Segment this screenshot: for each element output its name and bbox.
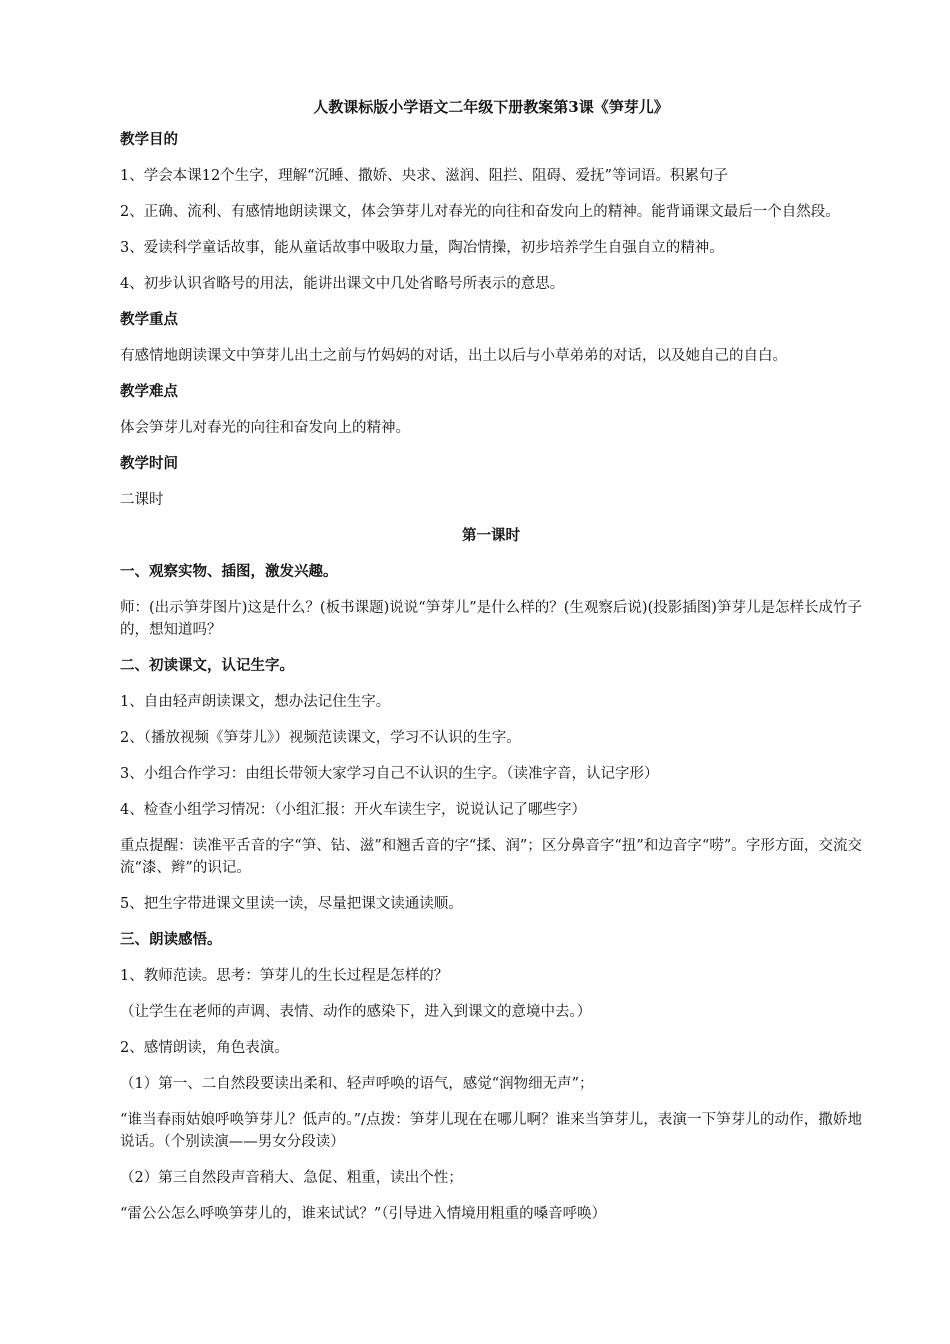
- section-heading-objectives: 教学目的: [120, 131, 178, 148]
- paragraph: 2、（播放视频《笋芽儿》）视频范读课文，学习不认识的生字。: [120, 730, 521, 746]
- paragraph: 4、初步认识省略号的用法，能讲出课文中几处省略号所表示的意思。: [120, 276, 565, 292]
- paragraph: 2、正确、流利、有感情地朗读课文，体会笋芽儿对春光的向往和奋发向上的精神。能背诵课文最后一个自然段。: [120, 204, 840, 220]
- paragraph: “谁当春雨姑娘呼唤笋芽儿？低声的。”/点拨：笋芽儿现在在哪儿啊？谁来当笋芽儿，表演一下笋芽儿的动作，撒娇地说话。（个别读演——男女分段读）: [120, 1112, 862, 1150]
- paragraph: 1、自由轻声朗读课文，想办法记住生字。: [120, 694, 391, 710]
- paragraph: （让学生在老师的声调、表情、动作的感染下，进入到课文的意境中去。）: [120, 1004, 592, 1020]
- lesson-heading: 第一课时: [462, 527, 520, 544]
- section-heading-difficulties: 教学难点: [120, 383, 178, 400]
- section-heading-time: 教学时间: [120, 455, 178, 472]
- paragraph: 有感情地朗读课文中笋芽儿出土之前与竹妈妈的对话，出土以后与小草弟弟的对话，以及她自己的自白。: [120, 348, 787, 364]
- paragraph: 1、教师范读。思考：笋芽儿的生长过程是怎样的？: [120, 968, 449, 984]
- section-heading-key-points: 教学重点: [120, 311, 178, 328]
- paragraph: （2）第三自然段声音稍大、急促、粗重，读出个性；: [120, 1170, 463, 1186]
- paragraph: 3、小组合作学习：由组长带领大家学习自己不认识的生字。（读准字音，认记字形）: [120, 766, 659, 782]
- paragraph: 体会笋芽儿对春光的向往和奋发向上的精神。: [120, 420, 410, 436]
- paragraph: 2、感情朗读，角色表演。: [120, 1040, 289, 1056]
- paragraph: 二课时: [120, 492, 164, 508]
- paragraph: 1、学会本课12个生字，理解“沉睡、撒娇、央求、滋润、阻拦、阻碍、爱抚”等词语。积累句子: [120, 168, 728, 184]
- paragraph: “雷公公怎么呼唤笋芽儿的，谁来试试？”（引导进入情境用粗重的嗓音呼唤）: [120, 1206, 607, 1222]
- document-title: 人教课标版小学语文二年级下册教案第3课《笋芽儿》: [313, 98, 669, 116]
- section-heading-first-reading: 二、初读课文，认记生字。: [120, 657, 294, 674]
- section-heading-reading-insight: 三、朗读感悟。: [120, 931, 222, 948]
- paragraph: 重点提醒：读准平舌音的字“笋、钻、滋”和翘舌音的字“揉、润”；区分鼻音字“扭”和边音字“唠”。字形方面，交流交流“漆、辫”的识记。: [120, 838, 862, 876]
- document-body: [120, 96, 862, 1239]
- section-heading-observe: 一、观察实物、插图，激发兴趣。: [120, 563, 338, 580]
- paragraph: 4、检查小组学习情况：（小组汇报：开火车读生字，说说认记了哪些字）: [120, 802, 586, 818]
- paragraph: 3、爱读科学童话故事，能从童话故事中吸取力量，陶冶情操，初步培养学生自强自立的精神。: [120, 240, 724, 256]
- paragraph: （1）第一、二自然段要读出柔和、轻声呼唤的语气，感觉“润物细无声”；: [120, 1076, 594, 1092]
- paragraph: 师：(出示笋芽图片)这是什么？(板书课题)说说“笋芽儿”是什么样的？(生观察后说)(投影插图)笋芽儿是怎样长成竹子的，想知道吗？: [120, 600, 862, 638]
- paragraph: 5、把生字带进课文里读一读，尽量把课文读通读顺。: [120, 896, 463, 912]
